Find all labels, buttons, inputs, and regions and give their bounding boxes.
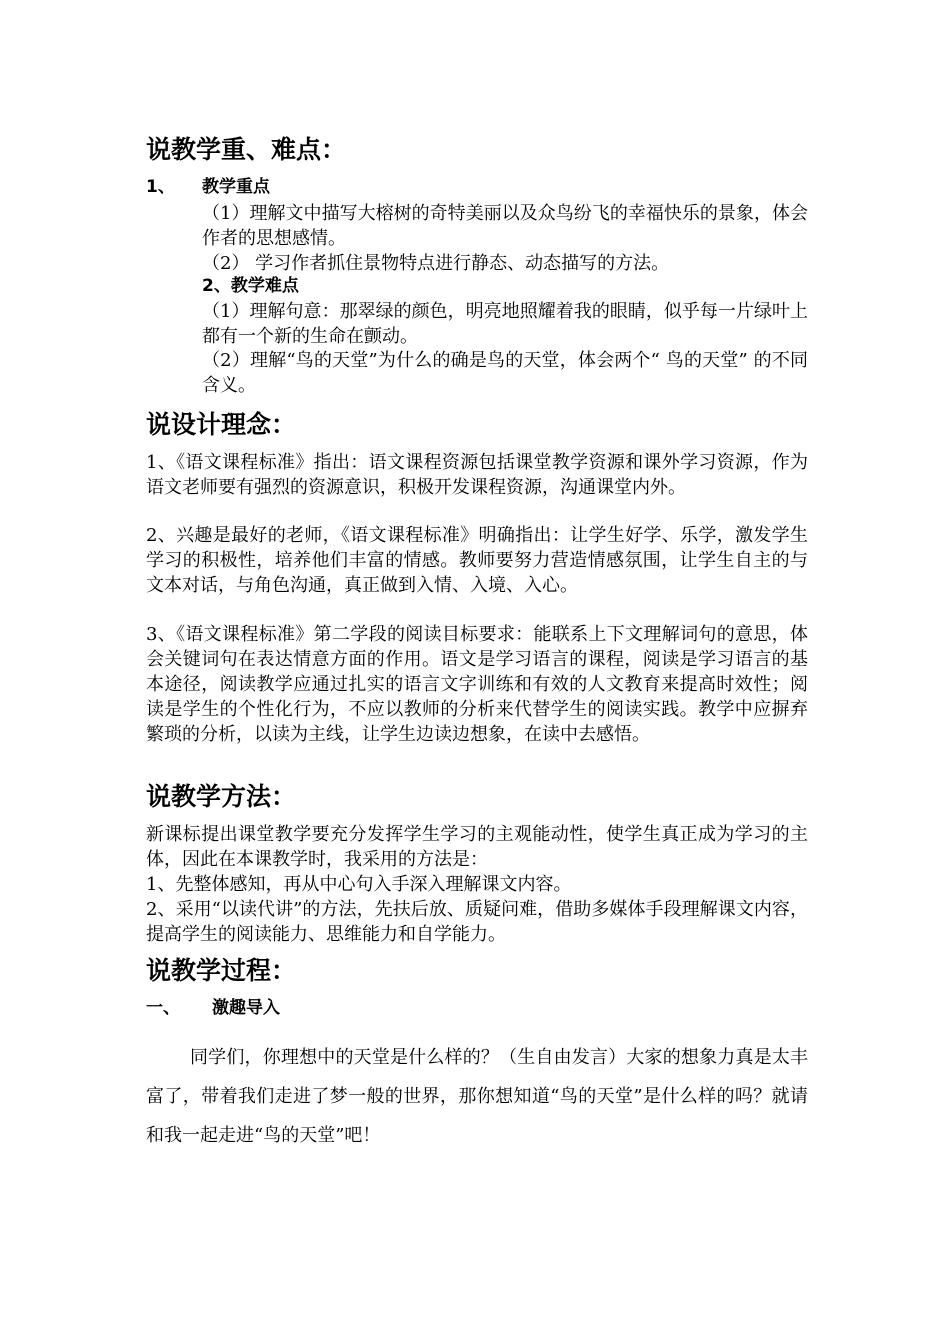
paragraph: 同学们，你理想中的天堂是什么样的？（生自由发言）大家的想象力真是太丰富了，带着我们走进了梦一般的世界，那你想知道“鸟的天堂”是什么样的吗？就请和我一起走进“鸟的天堂”吧！ <box>146 1047 808 1146</box>
paragraph: 1、《语文课程标准》指出：语文课程资源包括课堂教学资源和课外学习资源，作为语文老师要有强烈的资源意识，积极开发课程资源，沟通课堂内外。 <box>146 452 808 498</box>
list-number: 一、 <box>146 998 180 1018</box>
section-title-design: 说设计理念： <box>146 410 297 439</box>
section-title-methods: 说教学方法： <box>146 782 297 811</box>
subheading-key-points: 教学重点 <box>202 177 270 197</box>
paragraph: 3、《语文课程标准》第二学段的阅读目标要求：能联系上下文理解词句的意思，体会关键词句在表达情意方面的作用。语文是学习语言的课程，阅读是学习语言的基本途径，阅读教学应通过扎实的语言文字训练和有效的人文教育来提高时效性；阅读是学生的个性化行为，不应以教师的分析来代替学生的阅读实践。教学中应摒弃繁琐的分析，以读为主线，让学生边读边想象，在读中去感悟。 <box>146 624 808 745</box>
paragraph: （1）理解句意：那翠绿的颜色，明亮地照耀着我的眼睛，似乎每一片绿叶上都有一个新的生命在颤动。 <box>202 301 808 347</box>
paragraph: 1、先整体感知，再从中心句入手深入理解课文内容。 <box>146 874 572 895</box>
paragraph: 2、采用“以读代讲”的方法，先扶后放、质疑问难，借助多媒体手段理解课文内容，提高学生的阅读能力、思维能力和自学能力。 <box>146 899 808 945</box>
section-title-process: 说教学过程： <box>146 956 297 985</box>
paragraph: 新课标提出课堂教学要充分发挥学生学习的主观能动性，使学生真正成为学习的主体，因此在本课教学时，我采用的方法是： <box>146 824 808 870</box>
paragraph: （2）理解“鸟的天堂”为什么的确是鸟的天堂，体会两个“ 鸟的天堂” 的不同含义。 <box>202 350 808 396</box>
paragraph: （1）理解文中描写大榕树的奇特美丽以及众鸟纷飞的幸福快乐的景象，体会作者的思想感情。 <box>202 203 808 249</box>
list-number: 1、 <box>146 177 175 197</box>
subheading-intro: 激趣导入 <box>212 998 280 1018</box>
paragraph: （2） 学习作者抓住景物特点进行静态、动态描写的方法。 <box>202 253 670 274</box>
section-title-key-points: 说教学重、难点： <box>146 135 347 164</box>
subheading-difficulties: 2、教学难点 <box>202 276 299 296</box>
paragraph: 2、兴趣是最好的老师，《语文课程标准》明确指出：让学生好学、乐学，激发学生学习的积极性，培养他们丰富的情感。教师要努力营造情感氛围，让学生自主的与文本对话，与角色沟通，真正做到入情、入境、入心。 <box>146 525 808 596</box>
